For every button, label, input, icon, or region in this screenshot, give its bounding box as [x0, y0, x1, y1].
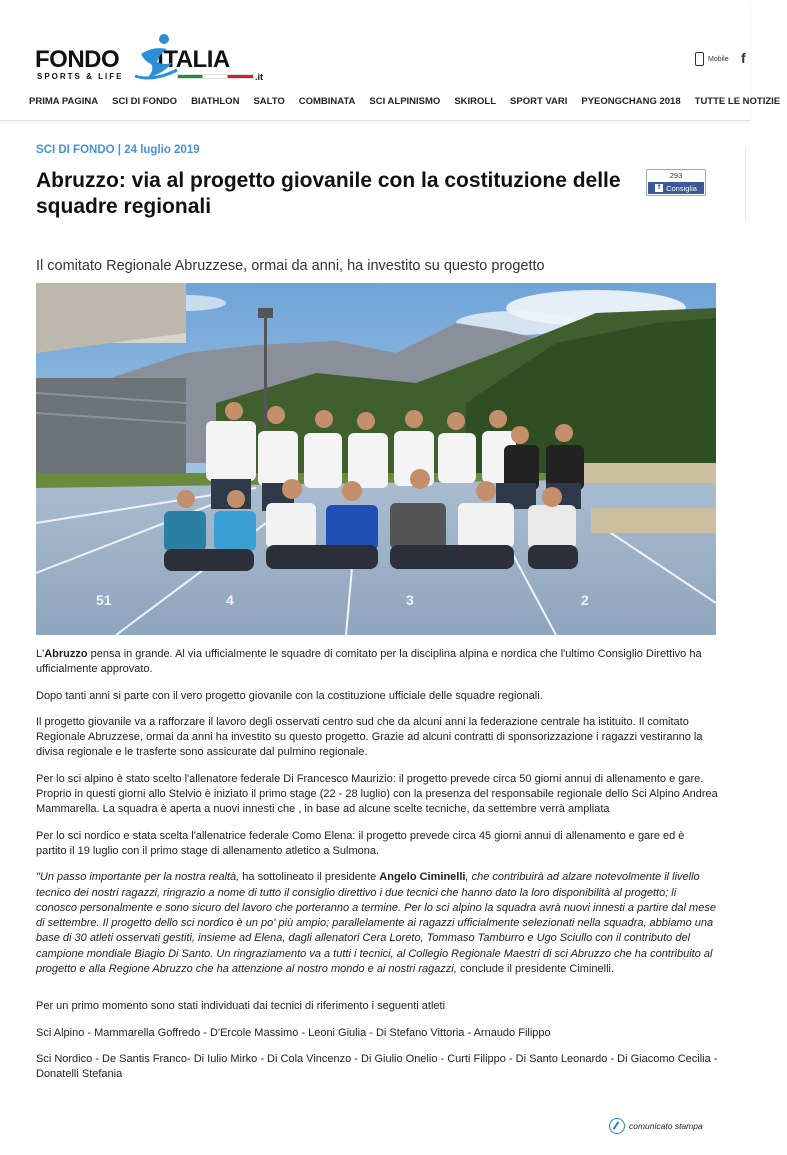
- nav-item-tutte-le-notizie[interactable]: TUTTE LE NOTIZIE: [694, 96, 781, 107]
- nav-item-sci-di-fondo[interactable]: SCI DI FONDO: [112, 96, 178, 107]
- facebook-f-icon: f: [655, 184, 663, 192]
- paragraph-3: Il progetto giovanile va a rafforzare il lavoro degli osservati centro sud che da alcuni anni la federazione centrale ha istituito. Il comitato Regionale Abruzzese, ormai da anni ha investito su questo progetto. Grazie ad alcuni contratti di sponsorizzazione i ragazzi vestiranno la divisa regionale e le trasferte sono assicurate dal pulmino regionale.: [36, 715, 703, 759]
- article-body: [36, 647, 718, 1094]
- article-subtitle: Il comitato Regionale Abruzzese, ormai da anni, ha investito su questo progetto: [36, 258, 545, 274]
- paragraph-intro: L'Abruzzo pensa in grande. Al via ufficialmente le squadre di comitato per la disciplina alpina e nordica che l'ultimo Consiglio Direttivo ha ufficialmente approvato.: [36, 648, 702, 676]
- article-meta: [36, 144, 200, 156]
- nav-item-skiroll[interactable]: SKIROLL: [454, 96, 497, 107]
- logo-left-word: FONDO: [35, 46, 120, 73]
- quote-body: , che contribuirà ad alzare notevolmente il livello tecnico dei nostri ragazzi, ringrazio a nome di tutto il consiglio direttivo i due tecnici che hanno dato la loro disponibilità al progetto; li conosco personalmente e sono sicuro del lavoro che porteranno a termine. Per lo sci alpino la squadra avrà nuovi innesti a partire dal mese di settembre. Il progetto dello sci nordico è un po' più ampio; parallelamente ai ragazzi ufficialmente selezionati nella squadra, abbiamo una base di 30 atleti osservati gestiti, insieme ad Elena, dagli allenatori Cera Loreto, Tommaso Tamburro e Ugo Sciullo con il contributo del campione mondiale Biagio Di Santo. Un ringraziamento va a tutti i tecnici, al Collegio Regionale Maestri di sci Abruzzo che ha contribuito al progetto e alla Regione Abruzzo che ha attenzione al nostro mondo e ai nostri ragazzi,: [36, 871, 716, 976]
- svg-text:4: 4: [226, 592, 234, 608]
- svg-text:2: 2: [581, 592, 589, 608]
- mobile-phone-icon: [695, 52, 704, 66]
- site-header: [0, 0, 781, 121]
- nav-item-prima-pagina[interactable]: PRIMA PAGINA: [29, 96, 99, 107]
- press-release-label: comunicato stampa: [629, 1121, 703, 1131]
- team-photo: [36, 283, 716, 635]
- meta-separator: |: [117, 144, 122, 156]
- paragraph-2: Dopo tanti anni si parte con il vero progetto giovanile con la costituzione ufficiale delle squadre regionali.: [36, 689, 543, 702]
- paragraph-sci-nordico: Sci Nordico - De Santis Franco- Di Iulio Mirko - Di Cola Vincenzo - Di Giulio Onelio - Curti Filippo - Di Santo Leonardo - Di Giacomo Cecilia - Donatelli Stefania: [36, 1052, 718, 1081]
- mobile-label: Mobile: [708, 55, 729, 63]
- nav-item-sci-alpinismo[interactable]: SCI ALPINISMO: [369, 96, 441, 107]
- right-sidebar-edge: [745, 146, 751, 222]
- press-release-tag[interactable]: [609, 1118, 703, 1134]
- nav-item-sport-vari[interactable]: SPORT VARI: [510, 96, 568, 107]
- article-category[interactable]: SCI DI FONDO: [36, 144, 115, 156]
- nav-item-biathlon[interactable]: BIATHLON: [191, 96, 240, 107]
- svg-text:51: 51: [96, 592, 112, 608]
- facebook-like-widget[interactable]: [646, 169, 706, 196]
- quote-attribution: ha sottolineato il presidente: [239, 871, 380, 884]
- facebook-like-button[interactable]: [648, 182, 704, 194]
- president-name: Angelo Ciminelli: [379, 871, 466, 884]
- abruzzo-bold: Abruzzo: [44, 648, 88, 660]
- president-quote: [36, 870, 718, 977]
- paragraph-5: Per lo sci nordico e stata scelta l'allenatrice federale Como Elena: il progetto prevede circa 45 giorni annui di allenamento e gare ed è partito il 19 luglio con il primo stage di allenamento atletico a Sulmona.: [36, 829, 685, 857]
- article-title: Abruzzo: via al progetto giovanile con la costituzione delle squadre regionali: [36, 169, 621, 218]
- press-release-icon: [609, 1118, 625, 1134]
- italian-flag-bar: [177, 74, 254, 79]
- main-navigation: [0, 96, 781, 114]
- nav-item-pyeongchang[interactable]: PYEONGCHANG 2018: [581, 96, 681, 107]
- paragraph-athletes-intro: Per un primo momento sono stati individuati dai tecnici di riferimento i seguenti atleti: [36, 1000, 446, 1013]
- article-date: 24 luglio 2019: [124, 144, 200, 156]
- like-count: 293: [669, 171, 683, 180]
- paragraph-4: Per lo sci alpino è stato scelto l'allenatore federale Di Francesco Maurizio: il progetto prevede circa 50 giorni annui di allenamento e gare. Proprio in questi giorni allo Stelvio è iniziato il primo stage (22 - 28 luglio) con la presenza del responsabile regionale dello Sci Alpino Andrea Mammarella. La squadra è aperta a nuovi innesti che , in base ad alcune scelte tecniche, da settembre verrà ampliata: [36, 772, 718, 816]
- nav-item-combinata[interactable]: COMBINATA: [298, 96, 356, 107]
- paragraph-sci-alpino: Sci Alpino - Mammarella Goffredo - D'Ercole Massimo - Leoni Giulia - Di Stefano Vittoria - Arnaudo Filippo: [36, 1026, 551, 1039]
- mobile-link[interactable]: [695, 52, 729, 66]
- nav-item-salto[interactable]: SALTO: [253, 96, 285, 107]
- like-button-label: Consiglia: [666, 183, 697, 193]
- skier-logo-icon: [133, 32, 179, 84]
- quote-open: "Un passo importante per la nostra realtà,: [36, 871, 240, 884]
- site-logo[interactable]: [35, 32, 275, 87]
- logo-tagline: SPORTS & LIFE: [37, 72, 124, 81]
- logo-right-word: ITALIA: [157, 46, 230, 73]
- facebook-icon[interactable]: f: [741, 50, 746, 66]
- svg-text:3: 3: [406, 592, 414, 608]
- quote-conclusion: conclude il presidente Ciminelli.: [456, 963, 615, 976]
- logo-tld: .it: [255, 72, 263, 82]
